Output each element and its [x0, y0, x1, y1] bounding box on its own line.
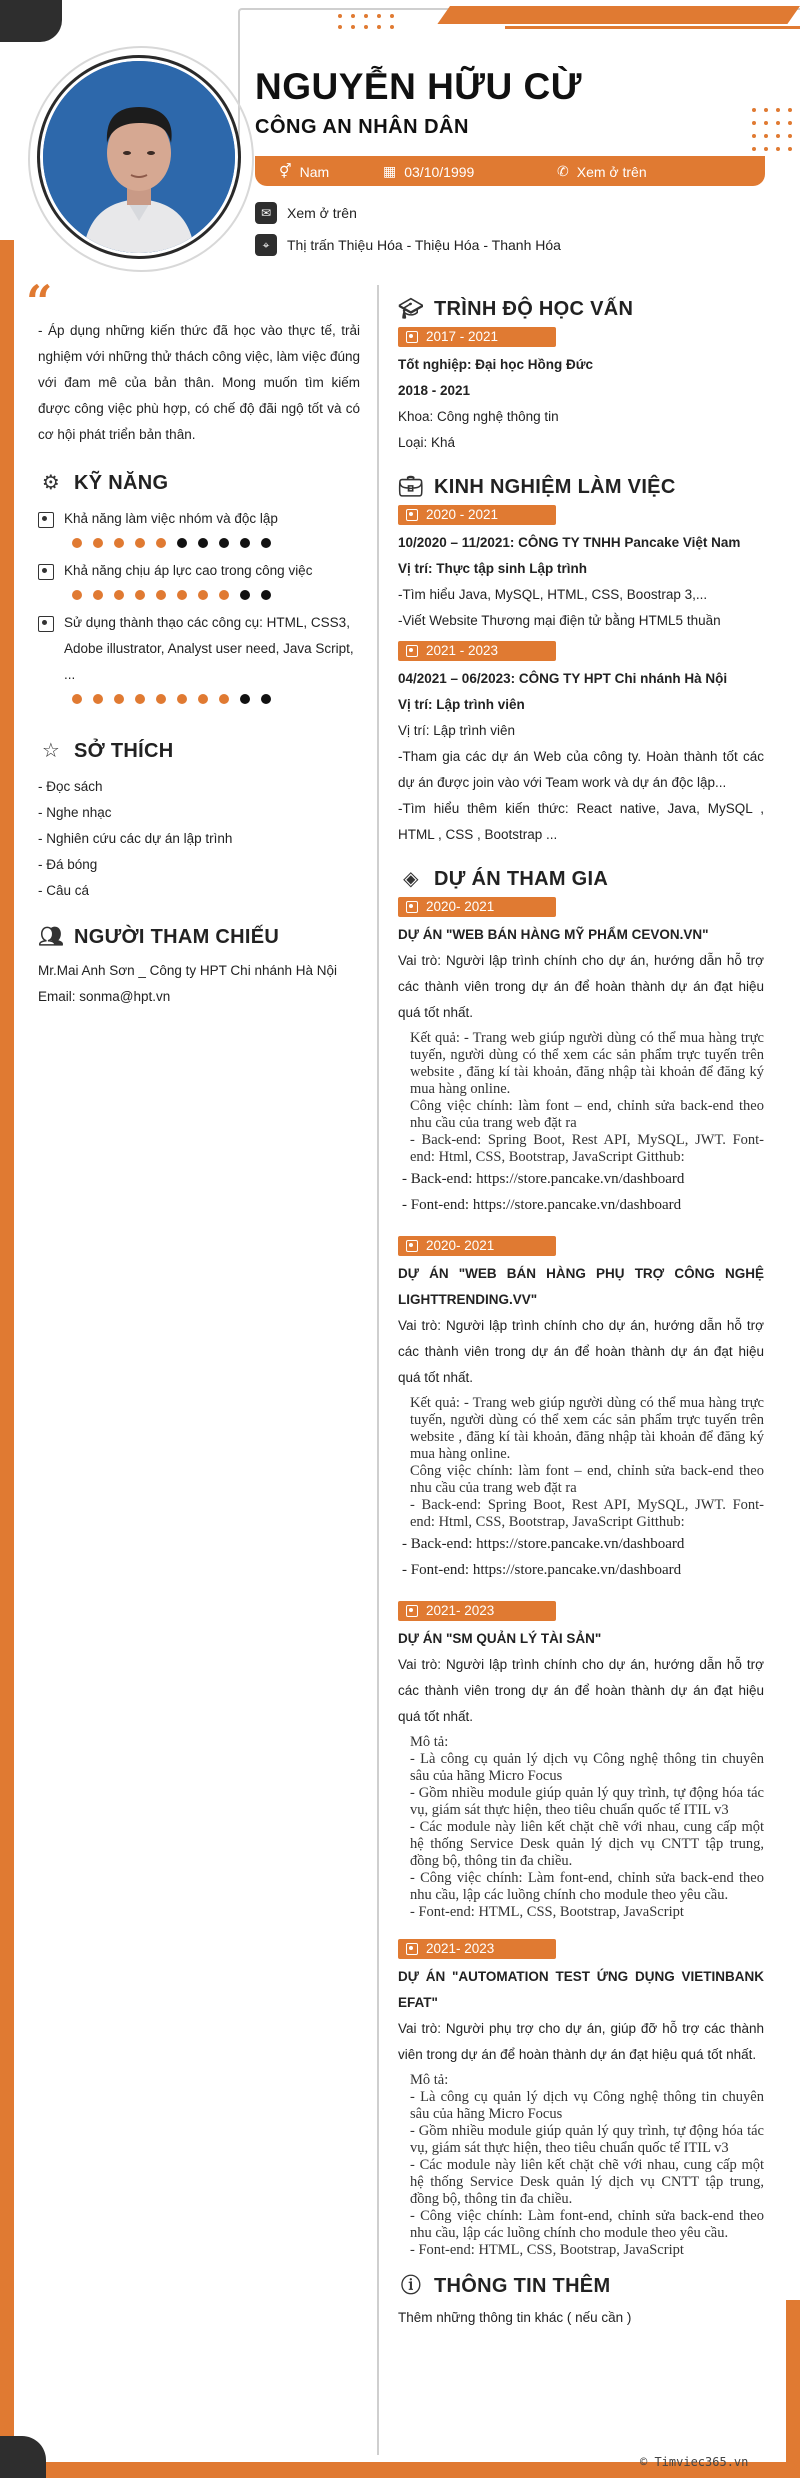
briefcase-icon: 💼︎ [398, 476, 424, 498]
period-badge: 2020- 2021 [398, 897, 556, 917]
rating-dot [219, 538, 229, 548]
skill-bullet-icon [38, 512, 54, 528]
watermark: © Timviec365.vn [640, 2455, 749, 2469]
extra-info-text: Thêm những thông tin khác ( nếu cần ) [398, 2310, 632, 2325]
quote-icon: “ [26, 275, 53, 329]
rating-dot [135, 538, 145, 548]
rating-dot [240, 590, 250, 600]
project-desc-line: - Font-end: HTML, CSS, Bootstrap, JavaScript [410, 1904, 684, 1920]
period-badge: 2021- 2023 [398, 1601, 556, 1621]
skills-heading: ⚙ KỸ NĂNG [38, 470, 360, 496]
references-section [38, 924, 360, 1010]
rating-dot [156, 538, 166, 548]
project-desc-line: Mô tả: [410, 1734, 449, 1750]
dob-value: 03/10/1999 [404, 163, 475, 180]
email-icon: ✉ [255, 202, 277, 224]
projects-section [398, 866, 764, 2331]
people-icon: 👥︎ [38, 926, 64, 948]
hobby-item: - Đọc sách [38, 779, 103, 794]
job-title: CÔNG AN NHÂN DÂN [255, 116, 469, 138]
email-row [255, 202, 357, 224]
header-accent-line [505, 26, 800, 29]
job-line: -Viết Website Thương mại điện tử bằng HTML5 thuần [398, 613, 721, 628]
rating-dot [114, 538, 124, 548]
rating-dot [240, 538, 250, 548]
project-name: DỰ ÁN "WEB BÁN HÀNG PHỤ TRỢ CÔNG NGHỆ LIGHTTRENDING.VV" [398, 1266, 764, 1307]
right-accent-stripe [786, 2300, 800, 2478]
rating-dot [177, 694, 187, 704]
skill-rating [72, 590, 360, 600]
period-badge: 2021- 2023 [398, 1939, 556, 1959]
rating-dot [156, 590, 166, 600]
phone-value: Xem ở trên [576, 163, 647, 180]
rating-dot [72, 590, 82, 600]
project-desc-line: Mô tả: [410, 2072, 449, 2088]
job-company: 04/2021 – 06/2023: CÔNG TY HPT Chi nhánh Hà Nội [398, 671, 728, 686]
gender-value: Nam [299, 163, 330, 180]
skill-item: Sử dụng thành thạo các công cụ: HTML, CSS3, Adobe illustrator, Analyst user need, Java Script, ... [38, 610, 360, 688]
job-position: Vị trí: Lập trình viên [398, 697, 525, 712]
hobby-item: - Đá bóng [38, 857, 98, 872]
project-role: Vai trò: Người lập trình chính cho dự án, hướng dẫn hỗ trợ các thành viên trong dự án để hoàn thành dự án đạt hiệu quá tốt nhất. [398, 1657, 764, 1724]
graduation-cap-icon: 🎓︎ [398, 298, 424, 320]
rating-dot [93, 694, 103, 704]
phone-field [557, 163, 647, 180]
rating-dot [198, 590, 208, 600]
rating-dot [219, 590, 229, 600]
project-links [398, 1531, 764, 1583]
project-desc-line: - Các module này liên kết chặt chẽ với nhau, cung cấp một hệ thống Service Desk quản lý dịch vụ CNTT tập trung, đồng bộ, thông tin đa chiều. [410, 1819, 764, 1869]
project-desc-line: - Là công cụ quản lý dịch vụ Công nghệ thông tin chuyên sâu của hãng Micro Focus [410, 1751, 764, 1784]
job-position: Vị trí: Thực tập sinh Lập trình [398, 561, 588, 576]
rating-dot [72, 538, 82, 548]
projects-heading: ◈ DỰ ÁN THAM GIA [398, 866, 764, 892]
project-link: - Back-end: https://store.pancake.vn/dashboard [402, 1171, 685, 1187]
phone-icon: ✆ [557, 163, 569, 179]
rating-dot [261, 538, 271, 548]
rating-dot [177, 538, 187, 548]
dots-decoration [338, 14, 394, 29]
hobbies-section [38, 738, 360, 904]
badge-icon [406, 509, 418, 521]
project-name: DỰ ÁN "AUTOMATION TEST ỨNG DỤNG VIETINBANK EFAT" [398, 1969, 764, 2010]
hobby-item: - Câu cá [38, 883, 90, 898]
rating-dot [219, 694, 229, 704]
avatar-photo [43, 61, 235, 253]
rating-dot [114, 694, 124, 704]
dob-field [383, 163, 474, 180]
calendar-icon: ▦ [383, 163, 397, 179]
left-accent-stripe [0, 240, 14, 2478]
address-value: Thị trấn Thiệu Hóa - Thiệu Hóa - Thanh Hóa [287, 237, 561, 253]
job-line: Vị trí: Lập trình viên [398, 723, 516, 738]
project-desc-line: - Công việc chính: Làm font-end, chỉnh sửa back-end theo nhu cầu, lập các luồng chính cho module theo yêu cầu. [410, 2208, 764, 2241]
rating-dot [261, 694, 271, 704]
column-divider [377, 285, 379, 2455]
education-faculty: Khoa: Công nghệ thông tin [398, 409, 559, 424]
project-desc-line: Công việc chính: làm font – end, chỉnh sửa back-end theo nhu cầu của trang web đặt ra [410, 1098, 764, 1131]
badge-icon [406, 645, 418, 657]
education-degree: Tốt nghiệp: Đại học Hồng Đức [398, 357, 594, 372]
project-links [398, 1166, 764, 1218]
corner-decoration [0, 0, 62, 42]
project-name: DỰ ÁN "WEB BÁN HÀNG MỸ PHẨM CEVON.VN" [398, 927, 709, 942]
skill-rating [72, 538, 360, 548]
project-desc-line: - Gồm nhiều module giúp quản lý quy trình, tự động hóa tác vụ, giám sát thực hiện, theo tiêu chuẩn quốc tế ITIL v3 [410, 1785, 764, 1818]
rating-dot [240, 694, 250, 704]
email-value: Xem ở trên [287, 205, 357, 221]
skill-rating [72, 694, 360, 704]
rating-dot [72, 694, 82, 704]
project-desc-line: - Back-end: Spring Boot, Rest API, MySQL, JWT. Font-end: Html, CSS, Bootstrap, JavaScript Gitthub: [410, 1497, 764, 1530]
candidate-name: NGUYỄN HỮU CỪ [255, 66, 582, 107]
project-desc-line: - Các module này liên kết chặt chẽ với nhau, cung cấp một hệ thống Service Desk quản lý dịch vụ CNTT tập trung, đồng bộ, thông tin đa chiều. [410, 2157, 764, 2207]
skill-bullet-icon [38, 616, 54, 632]
project-description [398, 1395, 764, 1531]
experience-section [398, 474, 764, 848]
project-desc-line: - Font-end: HTML, CSS, Bootstrap, JavaScript [410, 2242, 684, 2258]
job-line: -Tìm hiểu thêm kiến thức: React native, Java, MySQL , HTML , CSS , Bootstrap ... [398, 801, 764, 842]
project-role: Vai trò: Người lập trình chính cho dự án, hướng dẫn hỗ trợ các thành viên trong dự án để hoàn thành dự án đạt hiệu quá tốt nhất. [398, 1318, 764, 1385]
rating-dot [135, 590, 145, 600]
extra-info-heading: ⓘ THÔNG TIN THÊM [398, 2273, 764, 2299]
education-years: 2018 - 2021 [398, 383, 471, 398]
job-company: 10/2020 – 11/2021: CÔNG TY TNHH Pancake Việt Nam [398, 535, 741, 550]
badge-icon [406, 331, 418, 343]
period-badge: 2020- 2021 [398, 1236, 556, 1256]
project-desc-line: - Back-end: Spring Boot, Rest API, MySQL, JWT. Font-end: Html, CSS, Bootstrap, JavaScript Gitthub: [410, 1132, 764, 1165]
rating-dot [261, 590, 271, 600]
experience-heading: 💼︎ KINH NGHIỆM LÀM VIỆC [398, 476, 676, 498]
period-badge: 2020 - 2021 [398, 505, 556, 525]
badge-icon [406, 1943, 418, 1955]
info-icon: ⓘ [400, 2275, 422, 2297]
rating-dot [156, 694, 166, 704]
project-link: - Font-end: https://store.pancake.vn/dashboard [402, 1197, 682, 1213]
hobby-item: - Nghiên cứu các dự án lập trình [38, 831, 233, 846]
avatar [40, 58, 238, 256]
dots-decoration [752, 108, 792, 151]
project-link: - Font-end: https://store.pancake.vn/dashboard [402, 1562, 682, 1578]
skills-section [38, 470, 360, 714]
layers-icon: ◈ [403, 868, 419, 890]
rating-dot [198, 538, 208, 548]
project-link: - Back-end: https://store.pancake.vn/dashboard [402, 1536, 685, 1552]
project-role: Vai trò: Người lập trình chính cho dự án, hướng dẫn hỗ trợ các thành viên trong dự án để hoàn thành dự án đạt hiệu quá tốt nhất. [398, 953, 764, 1020]
hobby-item: - Nghe nhạc [38, 805, 112, 820]
project-desc-line: - Gồm nhiều module giúp quản lý quy trình, tự động hóa tác vụ, giám sát thực hiện, theo tiêu chuẩn quốc tế ITIL v3 [410, 2123, 764, 2156]
education-rank: Loại: Khá [398, 435, 456, 450]
project-description [398, 1030, 764, 1166]
header-accent-bar [437, 6, 800, 24]
rating-dot [198, 694, 208, 704]
star-icon: ☆ [41, 740, 61, 762]
reference-name: Mr.Mai Anh Sơn _ Công ty HPT Chi nhánh Hà Nội [38, 963, 337, 978]
career-objective: - Áp dụng những kiến thức đã học vào thực tế, trải nghiệm với những thử thách công việc, làm việc đúng với đam mê của bản thân. Mong muốn tìm kiếm được công việc phù hợp, có chế độ đãi ngộ tốt và có cơ hội phát triển bản thân. [38, 323, 360, 442]
gear-icon: ⚙ [41, 472, 61, 494]
project-description [398, 2072, 764, 2259]
rating-dot [135, 694, 145, 704]
skill-item: Khả năng chịu áp lực cao trong công việc [38, 558, 360, 584]
personal-info-bar [255, 156, 765, 186]
rating-dot [93, 590, 103, 600]
period-badge: 2021 - 2023 [398, 641, 556, 661]
education-section [398, 296, 764, 456]
corner-decoration [0, 2436, 46, 2478]
project-description [398, 1734, 764, 1921]
job-line: -Tham gia các dự án Web của công ty. Hoàn thành tốt các dự án được join vào với Team work và dự án độc lập... [398, 749, 764, 790]
gender-field [279, 163, 329, 180]
location-icon: ⌖ [255, 234, 277, 256]
references-heading: 👥︎ NGƯỜI THAM CHIẾU [38, 926, 280, 948]
gender-icon: ⚥ [279, 163, 292, 179]
skill-item: Khả năng làm việc nhóm và độc lập [38, 506, 360, 532]
hobbies-heading: ☆ SỞ THÍCH [38, 738, 360, 764]
rating-dot [114, 590, 124, 600]
address-row [255, 234, 561, 256]
project-desc-line: Công việc chính: làm font – end, chỉnh sửa back-end theo nhu cầu của trang web đặt ra [410, 1463, 764, 1496]
skill-bullet-icon [38, 564, 54, 580]
project-desc-line: - Công việc chính: Làm font-end, chỉnh sửa back-end theo nhu cầu, lập các luồng chính cho module theo yêu cầu. [410, 1870, 764, 1903]
project-desc-line: Kết quả: - Trang web giúp người dùng có thể mua hàng trực tuyến, người dùng có thể xem các sản phẩm trực tuyến trên website , đăng kí tài khoản, đăng nhập tài khoản để đăng ký mua hàng online. [410, 1030, 764, 1097]
badge-icon [406, 1605, 418, 1617]
badge-icon [406, 901, 418, 913]
project-name: DỰ ÁN "SM QUẢN LÝ TÀI SẢN" [398, 1631, 602, 1646]
education-heading: 🎓︎ TRÌNH ĐỘ HỌC VẤN [398, 298, 634, 320]
job-line: -Tìm hiểu Java, MySQL, HTML, CSS, Boostrap 3,... [398, 587, 708, 602]
badge-icon [406, 1240, 418, 1252]
project-desc-line: - Là công cụ quản lý dịch vụ Công nghệ thông tin chuyên sâu của hãng Micro Focus [410, 2089, 764, 2122]
project-role: Vai trò: Người phụ trợ cho dự án, giúp đỡ hỗ trợ các thành viên trong dự án để hoàn thành dự án đạt hiệu quá tốt nhất. [398, 2021, 764, 2062]
rating-dot [93, 538, 103, 548]
rating-dot [177, 590, 187, 600]
period-badge: 2017 - 2021 [398, 327, 556, 347]
reference-email: Email: sonma@hpt.vn [38, 989, 171, 1004]
project-desc-line: Kết quả: - Trang web giúp người dùng có thể mua hàng trực tuyến, người dùng có thể xem các sản phẩm trực tuyến trên website , đăng kí tài khoản, đăng nhập tài khoản để đăng ký mua hàng online. [410, 1395, 764, 1462]
